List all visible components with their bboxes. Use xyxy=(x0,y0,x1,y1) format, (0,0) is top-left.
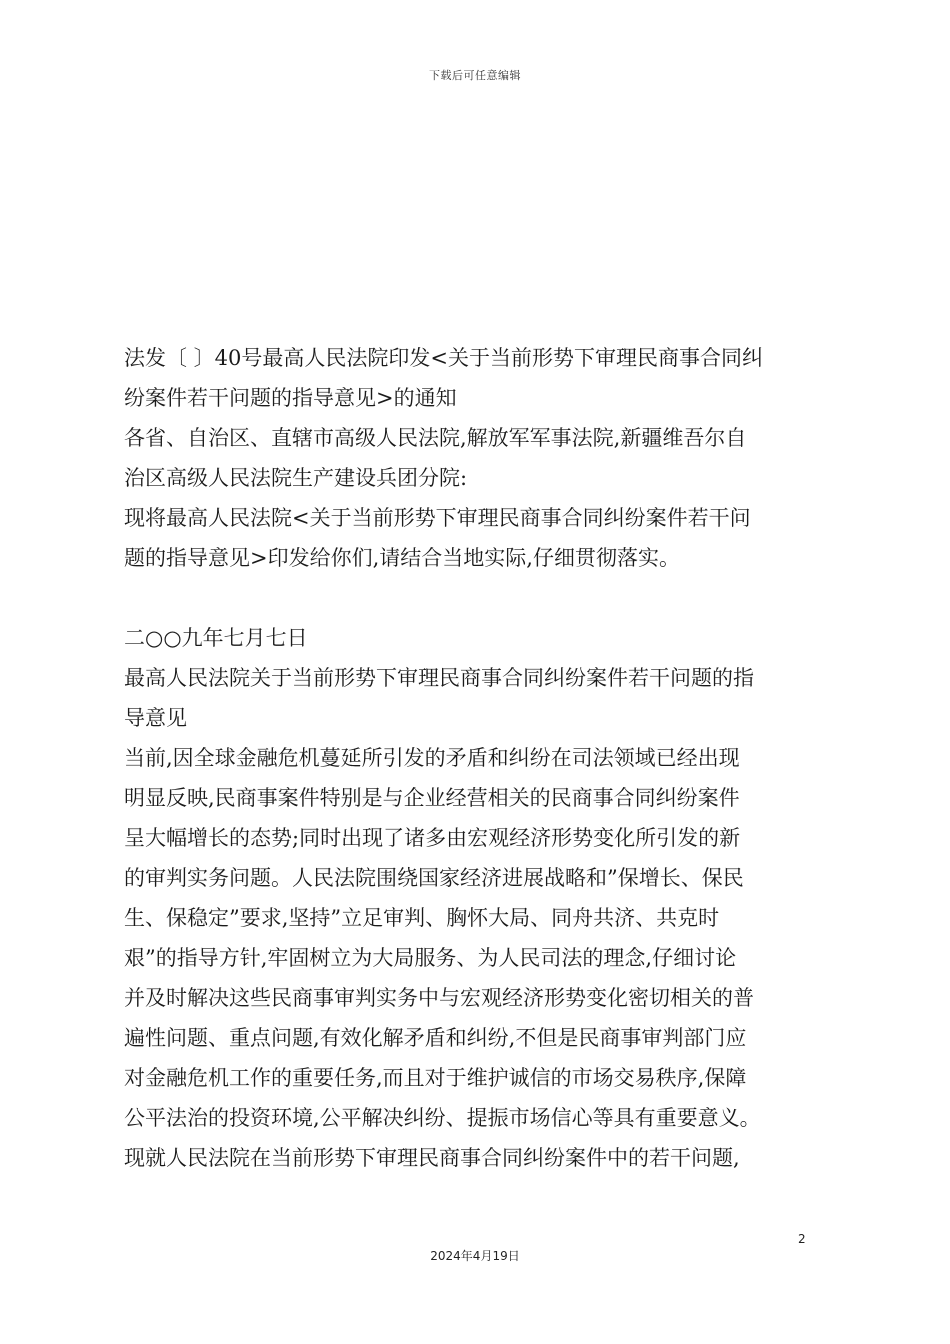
text-line: 治区高级人民法院生产建设兵团分院: xyxy=(124,466,468,490)
text-line: 艰”的指导方针,牢固树立为大局服务、为人民司法的理念,仔细讨论 xyxy=(124,946,737,970)
section-title: 最高人民法院关于当前形势下审理民商事合同纠纷案件若干问题的指 xyxy=(124,666,754,690)
footer-date: 2024年4月19日 xyxy=(430,1249,520,1263)
text-line: 的审判实务问题。人民法院围绕国家经济进展战略和”保增长、保民 xyxy=(124,866,744,890)
text-line: 呈大幅增长的态势;同时出现了诸多由宏观经济形势变化所引发的新 xyxy=(124,826,741,850)
text-line: 现将最高人民法院<关于当前形势下审理民商事合同纠纷案件若干问 xyxy=(124,506,751,530)
page-number: 2 xyxy=(798,1232,806,1246)
text-line: 各省、自治区、直辖市高级人民法院,解放军军事法院,新疆维吾尔自 xyxy=(124,426,747,450)
text-line: 对金融危机工作的重要任务,而且对于维护诚信的市场交易秩序,保障 xyxy=(124,1066,747,1090)
text-line: 题的指导意见>印发给你们,请结合当地实际,仔细贯彻落实。 xyxy=(124,546,680,570)
text-line: 生、保稳定”要求,坚持”立足审判、胸怀大局、同舟共济、共克时 xyxy=(124,906,720,930)
text-line: 并及时解决这些民商事审判实务中与宏观经济形势变化密切相关的普 xyxy=(124,986,754,1010)
text-line: 遍性问题、重点问题,有效化解矛盾和纠纷,不但是民商事审判部门应 xyxy=(124,1026,747,1050)
text-line: 当前,因全球金融危机蔓延所引发的矛盾和纠纷在司法领域已经出现 xyxy=(124,746,740,770)
date-line: 二○○九年七月七日 xyxy=(124,626,308,650)
header-note: 下载后可任意编辑 xyxy=(429,69,521,82)
text-line: 公平法治的投资环境,公平解决纠纷、提振市场信心等具有重要意义。 xyxy=(124,1106,761,1130)
text-line: 明显反映,民商事案件特别是与企业经营相关的民商事合同纠纷案件 xyxy=(124,786,740,810)
text-line: 法发〔 〕40号最高人民法院印发<关于当前形势下审理民商事合同纠 xyxy=(124,346,763,370)
blank-line xyxy=(124,578,836,618)
text-line: 现就人民法院在当前形势下审理民商事合同纠纷案件中的若干问题, xyxy=(124,1146,740,1170)
section-title: 导意见 xyxy=(124,706,187,730)
document-body xyxy=(124,338,836,1178)
text-line: 纷案件若干问题的指导意见>的通知 xyxy=(124,386,457,410)
